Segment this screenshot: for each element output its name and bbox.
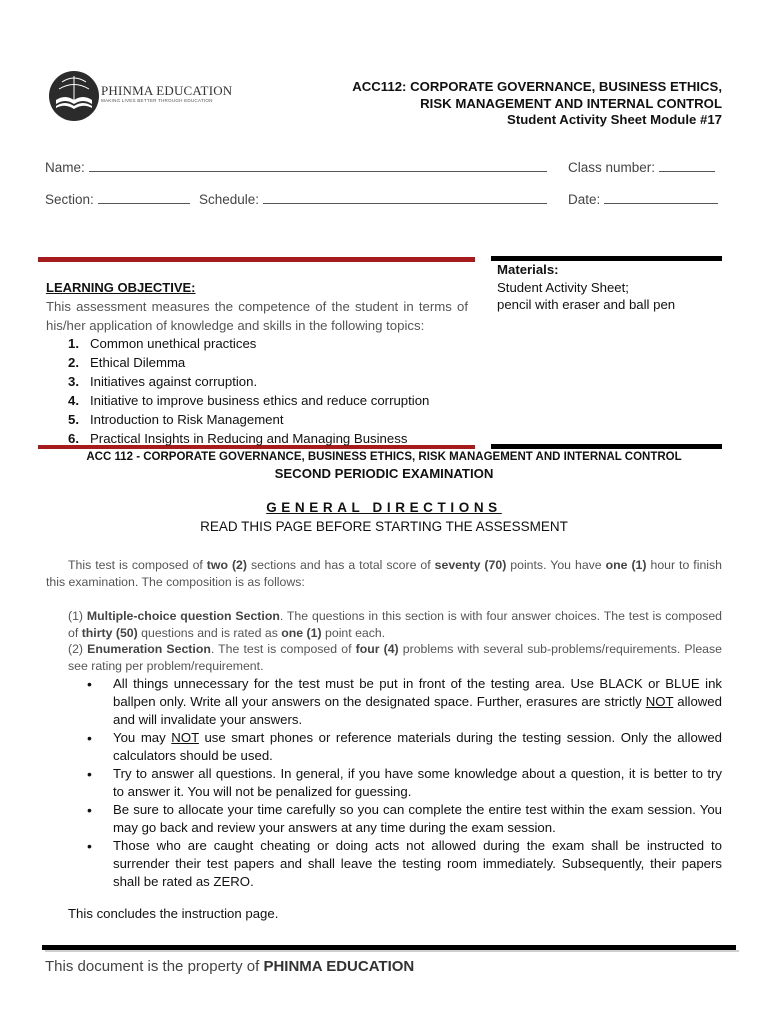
- list-item: [68, 410, 429, 429]
- name-label: Name:: [45, 160, 85, 175]
- logo-name: PHINMA EDUCATION: [101, 83, 233, 98]
- schedule-field[interactable]: [199, 192, 547, 207]
- class-number-blank[interactable]: [659, 160, 715, 172]
- conclusion-text: This concludes the instruction page.: [68, 906, 279, 921]
- schedule-blank[interactable]: [263, 192, 547, 204]
- footer-text: [45, 958, 414, 975]
- logo-tagline: MAKING LIVES BETTER THROUGH EDUCATION: [101, 98, 213, 103]
- list-item: [68, 334, 429, 353]
- footer-prefix: This document is the property of: [45, 958, 264, 975]
- list-item: • Those who are caught cheating or doing acts not allowed during the exam shall be instructed to surrender their test papers and shall leave the testing room immediately. Subsequently, their papers shall be rated as ZERO.: [86, 837, 722, 891]
- materials-top-rule: [491, 256, 722, 261]
- list-item: • You may NOT use smart phones or reference materials during the testing session. Only the allowed calculators should be used.: [86, 729, 722, 765]
- list-item: • Be sure to allocate your time carefully so you can complete the entire test within the exam session. You may go back and review your answers at any time during the exam session.: [86, 801, 722, 837]
- exam-course-line: ACC 112 - CORPORATE GOVERNANCE, BUSINESS ETHICS, RISK MANAGEMENT AND INTERNAL CONTROL: [86, 451, 682, 463]
- section-field[interactable]: [45, 192, 190, 207]
- list-item: • All things unnecessary for the test must be put in front of the testing area. Use BLACK or BLUE ink ballpen only. Write all your answers on the designated space. Further, erasures are strictly NOT allowed and will invalidate your answers.: [86, 675, 722, 729]
- logo-emblem-icon: [48, 70, 104, 122]
- section-1-description: (1) Multiple-choice question Section. The questions in this section is with four answer choices. The test is composed of thirty (50) questions and is rated as one (1) point each.: [68, 609, 722, 640]
- materials-bottom-rule: [491, 444, 722, 449]
- class-number-label: Class number:: [568, 160, 656, 175]
- topic-number: 6.: [68, 431, 79, 446]
- general-directions-title: GENERAL DIRECTIONS: [266, 500, 502, 515]
- topic-text: Practical Insights in Reducing and Managing Business: [90, 431, 408, 446]
- topic-text: Initiatives against corruption.: [90, 374, 258, 389]
- module-title: Student Activity Sheet Module #17: [507, 112, 722, 127]
- course-title-line1: ACC112: CORPORATE GOVERNANCE, BUSINESS ETHICS,: [352, 79, 722, 94]
- date-field[interactable]: [568, 192, 718, 207]
- section-blank[interactable]: [98, 192, 190, 204]
- date-blank[interactable]: [604, 192, 718, 204]
- section-label: Section:: [45, 192, 94, 207]
- exam-rules-list: [86, 675, 722, 891]
- topic-text: Ethical Dilemma: [90, 355, 186, 370]
- footer-rule-shadow: [45, 950, 739, 952]
- list-item: [68, 429, 429, 448]
- topic-text: Introduction to Risk Management: [90, 412, 284, 427]
- topic-number: 1.: [68, 336, 79, 351]
- topic-text: Common unethical practices: [90, 336, 257, 351]
- exam-title: SECOND PERIODIC EXAMINATION: [274, 466, 494, 481]
- materials-item: Student Activity Sheet;: [497, 280, 629, 295]
- learning-objective-description: This assessment measures the competence of the student in terms of his/her application of knowledge and skills in the following topics:: [46, 299, 468, 333]
- section-2-description: (2) Enumeration Section. The test is composed of four (4) problems with several sub-problems/requirements. Please see rating per problem/requirement.: [68, 642, 722, 673]
- course-title-line2: RISK MANAGEMENT AND INTERNAL CONTROL: [420, 96, 722, 111]
- name-blank[interactable]: [89, 160, 547, 172]
- footer-owner: PHINMA EDUCATION: [263, 958, 415, 975]
- objective-top-rule: [38, 257, 475, 262]
- list-item: [68, 372, 429, 391]
- topic-number: 2.: [68, 355, 79, 370]
- general-directions-subtitle: READ THIS PAGE BEFORE STARTING THE ASSESSMENT: [200, 519, 568, 534]
- topic-list: [68, 334, 429, 448]
- learning-objective-title: LEARNING OBJECTIVE:: [46, 280, 196, 295]
- name-field[interactable]: [45, 160, 547, 175]
- schedule-label: Schedule:: [199, 192, 260, 207]
- materials-title: Materials:: [497, 262, 559, 277]
- topic-number: 3.: [68, 374, 79, 389]
- list-item: [68, 391, 429, 410]
- topic-text: Initiative to improve business ethics and reduce corruption: [90, 393, 430, 408]
- list-item: [68, 353, 429, 372]
- class-number-field[interactable]: [568, 160, 715, 175]
- date-label: Date:: [568, 192, 601, 207]
- topic-number: 5.: [68, 412, 79, 427]
- list-item: • Try to answer all questions. In general, if you have some knowledge about a question, it is better to try to answer it. You will not be penalized for guessing.: [86, 765, 722, 801]
- materials-item: pencil with eraser and ball pen: [497, 297, 676, 312]
- topic-number: 4.: [68, 393, 79, 408]
- intro-paragraph: This test is composed of two (2) sections and has a total score of seventy (70) points. You have one (1) hour to finish this examination. The composition is as follows:: [46, 558, 722, 589]
